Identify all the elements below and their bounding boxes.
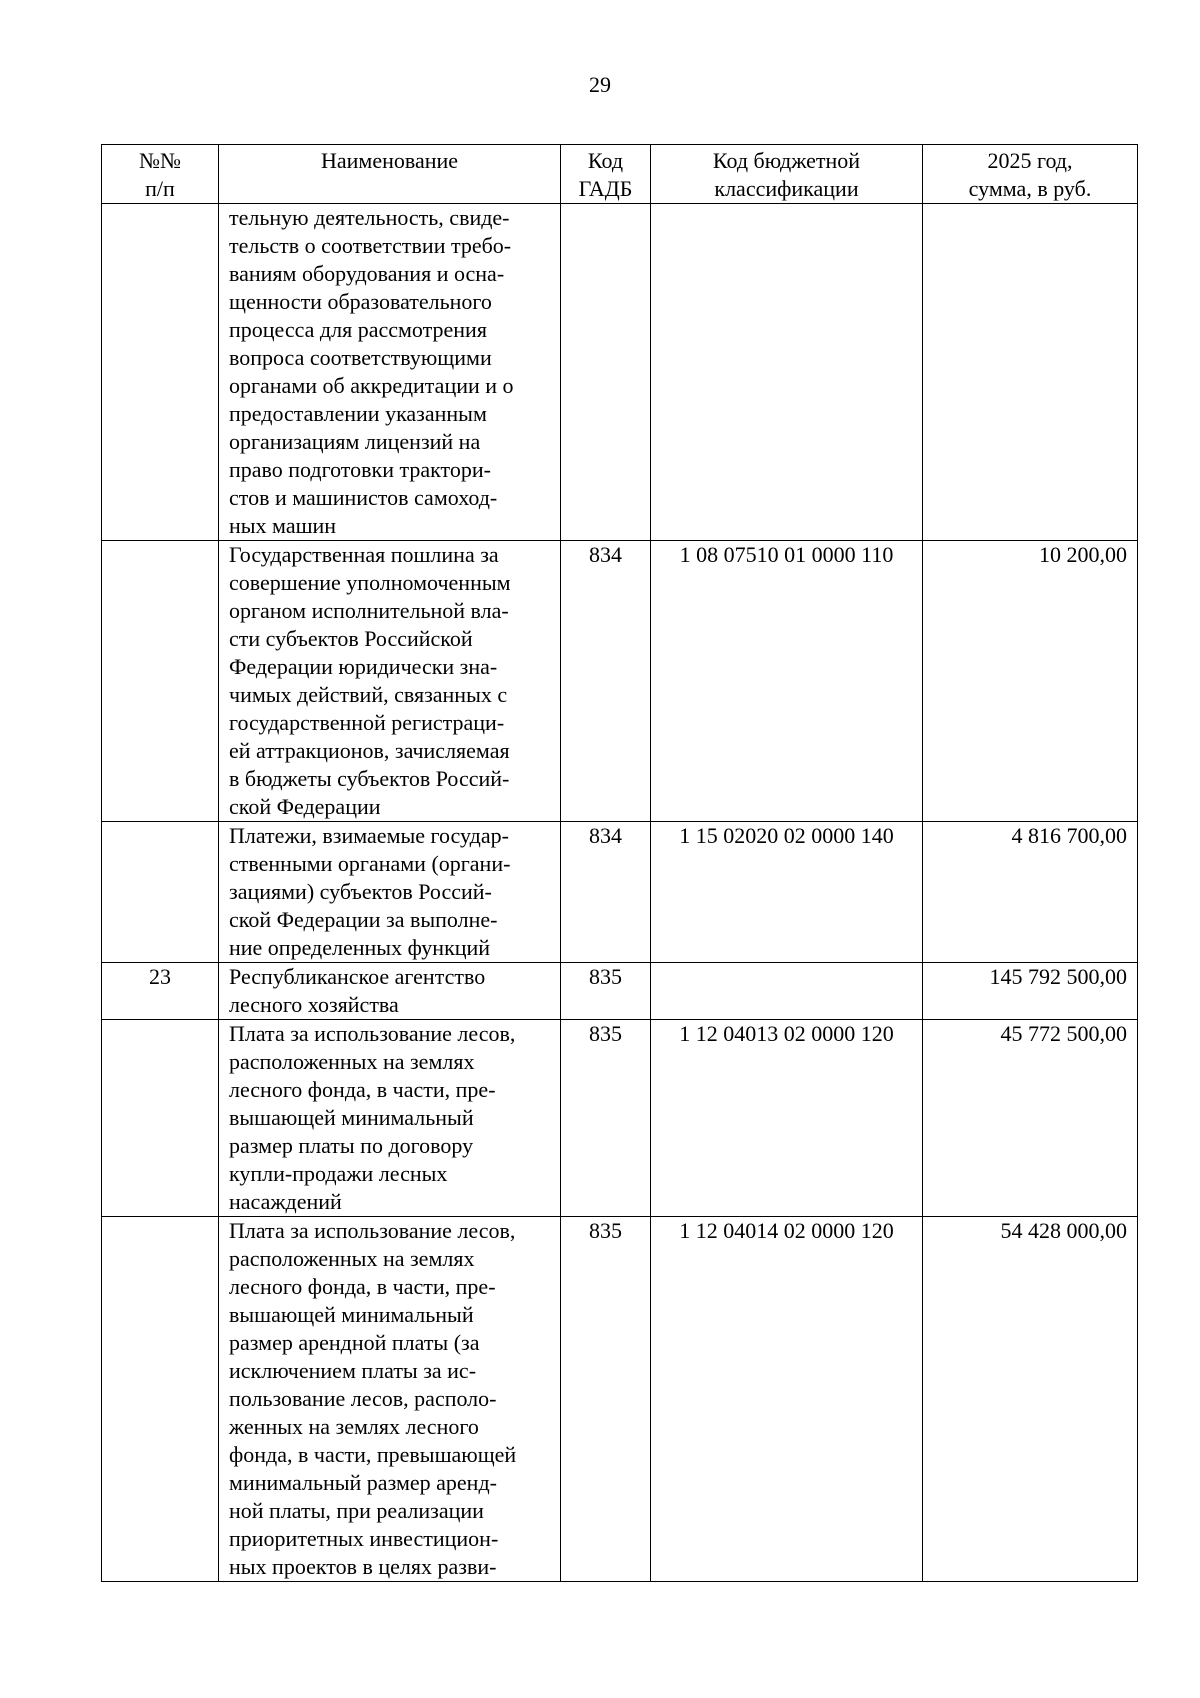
row-amount: 54 428 000,00: [923, 1217, 1138, 1582]
row-gadb-code: 835: [561, 1020, 651, 1217]
row-number: [102, 1217, 219, 1582]
row-amount: 10 200,00: [923, 541, 1138, 822]
row-budget-code: [651, 963, 923, 1020]
row-number: [102, 541, 219, 822]
row-amount: [923, 204, 1138, 541]
row-name: Платежи, взимаемые государ- ственными органами (органи- зациями) субъектов Россий- ской Федерации за выполне- ние определенных функций: [219, 822, 561, 963]
row-name: Плата за использование лесов, расположенных на землях лесного фонда, в части, пре- вышающей минимальный размер арендной платы (за исключением платы за ис- пользование лесов, располо- женных на землях лесного фонда, в части, превышающей минимальный размер аренд- ной платы, при реализации приоритетных инвестицион- ных проектов в целях разви-: [219, 1217, 561, 1582]
row-number: 23: [102, 963, 219, 1020]
header-name: Наименование: [219, 145, 561, 204]
row-amount: 145 792 500,00: [923, 963, 1138, 1020]
table-row: [102, 541, 1138, 822]
header-amount-2025: 2025 год, сумма, в руб.: [923, 145, 1138, 204]
row-gadb-code: 835: [561, 1217, 651, 1582]
row-amount: 45 772 500,00: [923, 1020, 1138, 1217]
row-gadb-code: 835: [561, 963, 651, 1020]
row-name: Плата за использование лесов, расположенных на землях лесного фонда, в части, пре- вышающей минимальный размер платы по договору купли-продажи лесных насаждений: [219, 1020, 561, 1217]
header-number: №№ п/п: [102, 145, 219, 204]
row-budget-code: 1 12 04013 02 0000 120: [651, 1020, 923, 1217]
row-gadb-code: [561, 204, 651, 541]
row-name: Республиканское агентство лесного хозяйства: [219, 963, 561, 1020]
table-header-row: [102, 145, 1138, 204]
row-amount: 4 816 700,00: [923, 822, 1138, 963]
table-row: [102, 1217, 1138, 1582]
table-row: [102, 963, 1138, 1020]
row-name: Государственная пошлина за совершение уполномоченным органом исполнительной вла- сти субъектов Российской Федерации юридически зна- чимых действий, связанных с государственной регистраци- ей аттракционов, зачисляемая в бюджеты субъектов Россий- ской Федерации: [219, 541, 561, 822]
table-row: [102, 1020, 1138, 1217]
row-budget-code: 1 15 02020 02 0000 140: [651, 822, 923, 963]
row-name: тельную деятельность, свиде- тельств о соответствии требо- ваниям оборудования и осна- щенности образовательного процесса для рассмотрения вопроса соответствующими органами об аккредитации и о предоставлении указанным организациям лицензий на право подготовки трактори- стов и машинистов самоход- ных машин: [219, 204, 561, 541]
row-number: [102, 822, 219, 963]
page-number: 29: [589, 72, 611, 97]
row-gadb-code: 834: [561, 541, 651, 822]
row-budget-code: [651, 204, 923, 541]
row-number: [102, 204, 219, 541]
budget-revenue-table: [101, 144, 1138, 1582]
header-budget-classification-code: Код бюджетной классификации: [651, 145, 923, 204]
row-gadb-code: 834: [561, 822, 651, 963]
header-gadb-code: Код ГАДБ: [561, 145, 651, 204]
row-number: [102, 1020, 219, 1217]
row-budget-code: 1 08 07510 01 0000 110: [651, 541, 923, 822]
table-row: [102, 204, 1138, 541]
table-row: [102, 822, 1138, 963]
row-budget-code: 1 12 04014 02 0000 120: [651, 1217, 923, 1582]
